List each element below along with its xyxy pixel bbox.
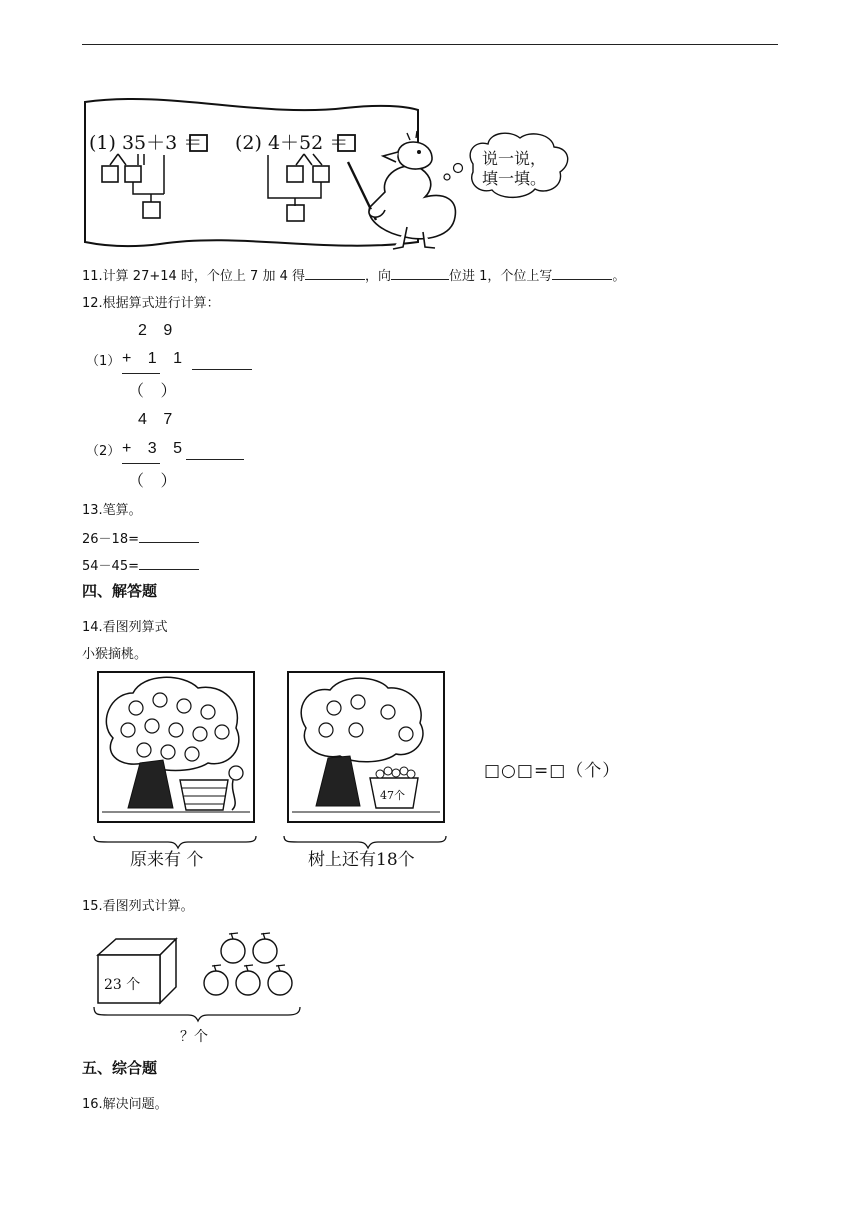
box-label: 23 个 bbox=[104, 977, 141, 993]
q13-expr1: 26－18= bbox=[82, 532, 139, 547]
caption-right: 树上还有18个 bbox=[308, 850, 415, 870]
q11-part1: 11.计算 27+14 时，个位上 7 加 4 得 bbox=[82, 269, 305, 284]
q12-item1-top: 2 9 bbox=[138, 322, 179, 339]
q12-item1-bottom: + 1 1 bbox=[122, 350, 189, 367]
q11-part3: 位进 1，个位上写 bbox=[449, 269, 553, 284]
section4-heading: 四、解答题 bbox=[82, 582, 158, 600]
banner-eq2: (2) 4＋52 ＝ bbox=[235, 132, 349, 154]
q14-title: 14.看图列算式 bbox=[82, 620, 168, 635]
q11-part4: 。 bbox=[612, 269, 626, 284]
basket-label: 47个 bbox=[380, 789, 405, 802]
q12-item2-bottom: + 3 5 bbox=[122, 440, 189, 457]
q14-subtitle: 小猴摘桃。 bbox=[82, 647, 148, 662]
section5-heading: 五、综合题 bbox=[82, 1059, 158, 1077]
banner-scroll bbox=[85, 99, 418, 246]
brace-right bbox=[284, 836, 446, 848]
q15-title: 15.看图列式计算。 bbox=[82, 899, 194, 914]
answer-blank[interactable] bbox=[139, 558, 199, 570]
q12-item2-label: （2） bbox=[86, 444, 121, 459]
q16-title: 16.解决问题。 bbox=[82, 1097, 168, 1112]
q12-item1-result: （ ） bbox=[128, 383, 183, 400]
apple-box-figure bbox=[88, 925, 318, 1050]
q13-expr2: 54－45= bbox=[82, 559, 139, 574]
q12-item2-top: 4 7 bbox=[138, 411, 179, 428]
answer-blank[interactable] bbox=[391, 268, 449, 280]
header-rule bbox=[82, 44, 778, 45]
answer-blank[interactable] bbox=[305, 268, 365, 280]
tree-crown bbox=[301, 678, 423, 762]
q11-part2: ，向 bbox=[365, 269, 392, 284]
q12-item1-rule bbox=[122, 373, 160, 374]
q13-line2 bbox=[82, 558, 199, 575]
banner-figure bbox=[80, 92, 580, 257]
peach-tree-figure bbox=[88, 668, 458, 873]
bubble-line1: 说一说， bbox=[482, 149, 547, 168]
banner-eq1: (1) 35＋3 ＝ bbox=[89, 132, 203, 154]
answer-blank[interactable] bbox=[186, 448, 244, 460]
q14-formula[interactable]: □○□=□（个） bbox=[484, 761, 621, 781]
q13-title: 13.笔算。 bbox=[82, 503, 142, 518]
bubble-line2: 填一填。 bbox=[482, 169, 547, 188]
answer-blank[interactable] bbox=[139, 531, 199, 543]
q12-item2-result: （ ） bbox=[128, 473, 183, 490]
q12-item1-label: （1） bbox=[86, 354, 121, 369]
answer-blank[interactable] bbox=[192, 358, 252, 370]
q12-title: 12.根据算式进行计算： bbox=[82, 296, 220, 311]
caption-left: 原来有 个 bbox=[130, 850, 204, 870]
answer-blank[interactable] bbox=[552, 268, 612, 280]
q12-item2-rule bbox=[122, 463, 160, 464]
brace-label: ？个 bbox=[180, 1029, 208, 1045]
q11-line bbox=[82, 268, 625, 285]
brace-left bbox=[94, 836, 256, 848]
q13-line1 bbox=[82, 531, 199, 548]
brace-bottom bbox=[94, 1007, 300, 1021]
basket-icon bbox=[180, 780, 228, 810]
